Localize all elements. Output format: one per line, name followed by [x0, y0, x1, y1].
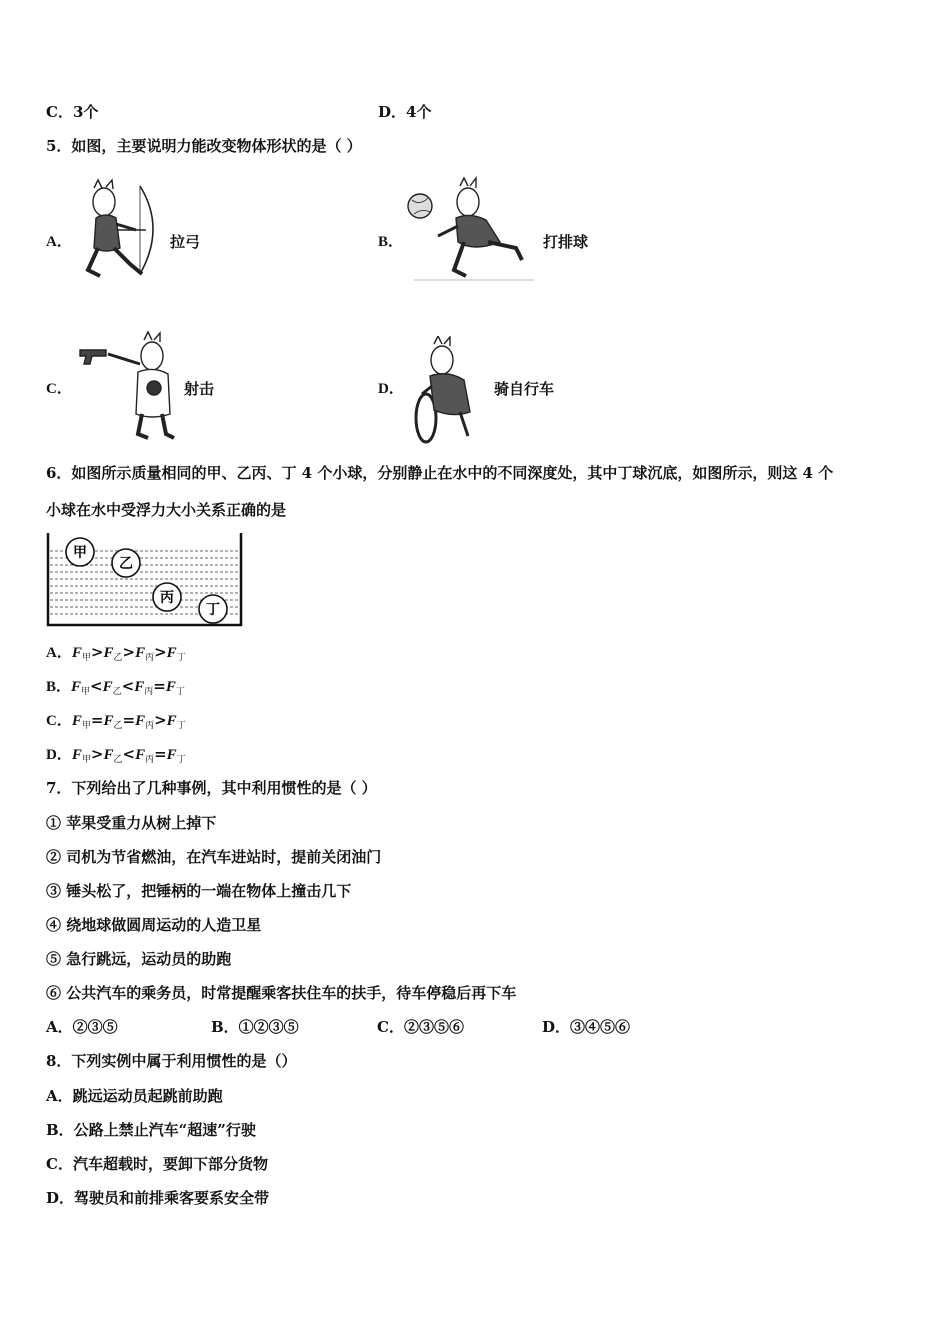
- q8-option-c: C．汽车超载时，要卸下部分货物: [46, 1155, 268, 1173]
- water-tank-diagram: [46, 533, 244, 629]
- q7-stem: 7．下列给出了几种事例，其中利用惯性的是（ ）: [46, 779, 377, 797]
- q5-option-b-caption: 打排球: [543, 233, 589, 251]
- goat-shooting-illustration: [78, 330, 178, 442]
- q7-item-3: ③ 锤头松了，把锤柄的一端在物体上撞击几下: [46, 882, 352, 900]
- goat-bicycle-illustration: [404, 336, 488, 448]
- q6-option-d: D．$F_甲>F_乙<F_丙=F_丁$: [46, 745, 186, 765]
- q8-stem: 8．下列实例中属于利用惯性的是（）: [46, 1052, 297, 1070]
- q6-stem-line-2: 小球在水中受浮力大小关系正确的是: [46, 501, 287, 519]
- q8-option-d: D．驾驶员和前排乘客要系安全带: [46, 1189, 270, 1207]
- ball-yi-label: 乙: [119, 556, 133, 572]
- q5-option-d-caption: 骑自行车: [494, 380, 555, 398]
- goat-volleyball-illustration: [404, 176, 540, 284]
- q7-item-5: ⑤ 急行跳远，运动员的助跑: [46, 950, 232, 968]
- q6-option-a: A．$F_甲>F_乙>F_丙>F_丁$: [46, 643, 186, 663]
- q6-option-b: B．$F_甲<F_乙<F_丙=F_丁$: [46, 677, 185, 697]
- q8-option-b: B．公路上禁止汽车“超速”行驶: [46, 1121, 256, 1139]
- q5-stem: 5．如图，主要说明力能改变物体形状的是（ ）: [46, 137, 362, 155]
- q4-option-d: D．4个: [378, 103, 432, 121]
- goat-archer-illustration: [80, 178, 168, 284]
- q8-option-a: A．跳远运动员起跳前助跑: [46, 1087, 223, 1105]
- ball-bing-label: 丙: [160, 590, 174, 606]
- q7-item-4: ④ 绕地球做圆周运动的人造卫星: [46, 916, 262, 934]
- q7-item-6: ⑥ 公共汽车的乘务员，时常提醒乘客扶住车的扶手，待车停稳后再下车: [46, 984, 517, 1002]
- q7-option-c: C．②③⑤⑥: [377, 1018, 464, 1036]
- q5-option-b-label: B．: [378, 234, 404, 250]
- q6-stem-line-1: 6．如图所示质量相同的甲、乙丙、丁 4 个小球，分别静止在水中的不同深度处，其中丁球沉底，如图所示，则这 4 个: [46, 464, 834, 482]
- q6-option-c: C．$F_甲=F_乙=F_丙>F_丁$: [46, 711, 186, 731]
- q5-option-d-label: D．: [378, 381, 404, 397]
- q7-option-a: A．②③⑤: [46, 1018, 118, 1036]
- q5-option-c-caption: 射击: [184, 380, 215, 398]
- q7-item-2: ② 司机为节省燃油，在汽车进站时，提前关闭油门: [46, 848, 382, 866]
- q4-option-c: C．3个: [46, 103, 99, 121]
- q5-option-a-caption: 拉弓: [170, 233, 201, 251]
- q7-option-b: B．①②③⑤: [211, 1018, 299, 1036]
- q5-option-a-label: A．: [46, 234, 72, 250]
- q7-item-1: ① 苹果受重力从树上掉下: [46, 814, 217, 832]
- q7-option-d: D．③④⑤⑥: [542, 1018, 631, 1036]
- ball-ding-label: 丁: [206, 602, 220, 618]
- q5-option-c-label: C．: [46, 381, 72, 397]
- ball-jia-label: 甲: [73, 545, 87, 561]
